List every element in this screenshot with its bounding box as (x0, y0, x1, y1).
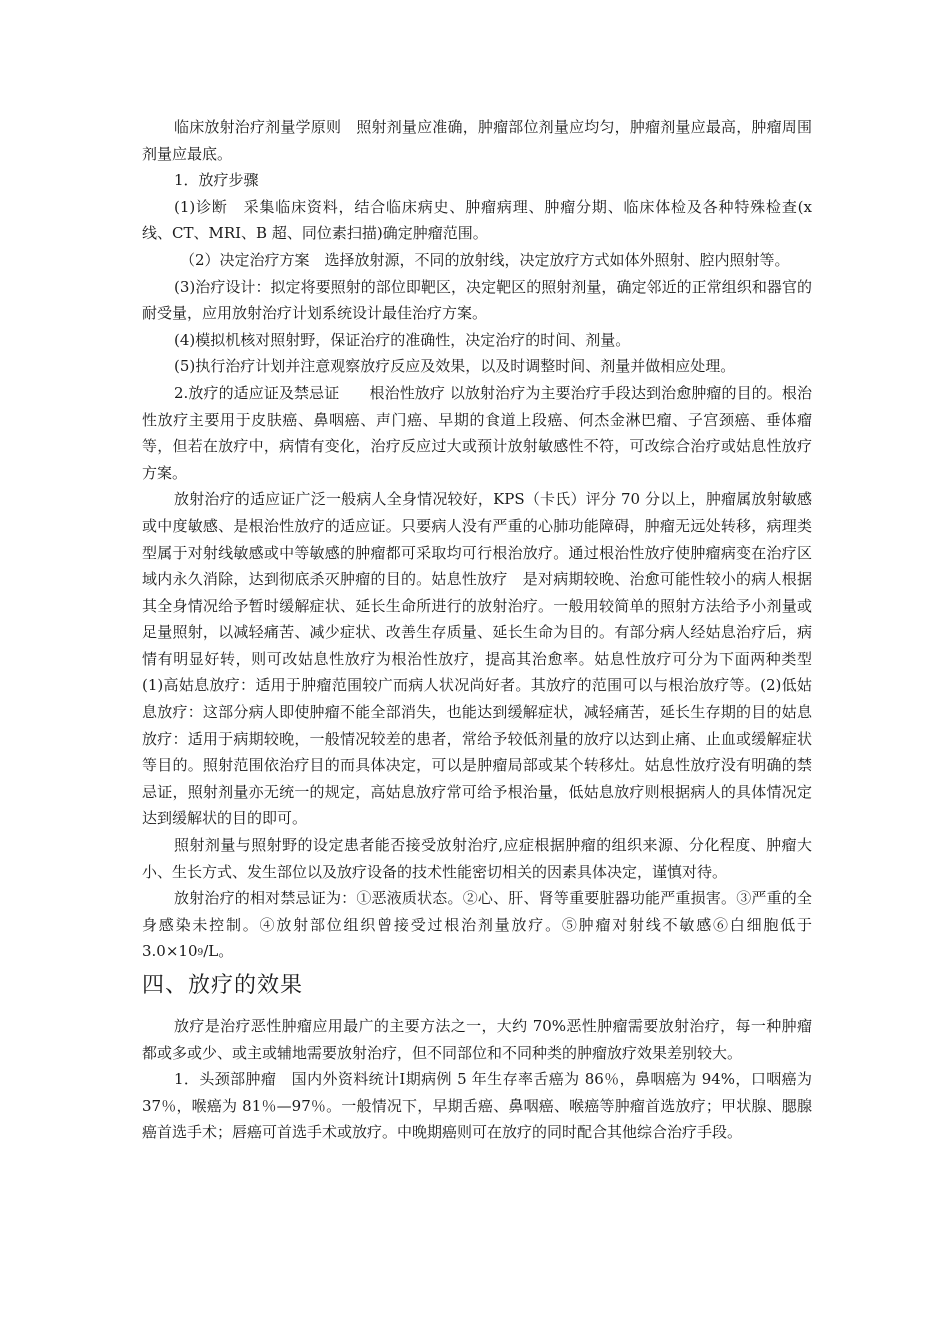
paragraph-contraindications (142, 885, 817, 967)
paragraph-step-simulation: (4)模拟机核对照射野，保证治疗的准确性，决定治疗的时间、剂量。 (174, 330, 631, 349)
paragraph-step-execution: (5)执行治疗计划并注意观察放疗反应及效果，以及时调整时间、剂量并做相应处理。 (174, 357, 736, 376)
section-heading-effects: 四、放疗的效果 (142, 973, 304, 998)
document-page (142, 114, 817, 1146)
paragraph-step-diagnosis: (1)诊断 采集临床资料，结合临床病史、肿瘤病理、肿瘤分期、临床体检及各种特殊检查(x 线、CT、MRI、B 超、同位素扫描)确定肿瘤范围。 (142, 197, 817, 243)
paragraph-steps-title: 1．放疗步骤 (174, 171, 259, 190)
paragraph-dosimetry-principle: 临床放射治疗剂量学原则 照射剂量应准确，肿瘤部位剂量应均匀，肿瘤剂量应最高，肿瘤周围剂量应最底。 (142, 118, 812, 163)
paragraph-step-plan: （2）决定治疗方案 选择放射源，不同的放射线，决定放疗方式如体外照射、腔内照射等。 (180, 250, 790, 269)
paragraph-step-design: (3)治疗设计：拟定将要照射的部位即靶区，决定靶区的照射剂量，确定邻近的正常组织和器官的耐受量，应用放射治疗计划系统设计最佳治疗方案。 (142, 277, 812, 323)
paragraph-head-neck-tumors: 1．头颈部肿瘤 国内外资料统计Ⅰ期病例 5 年生存率舌癌为 86％，鼻咽癌为 94%，口咽癌为 37％，喉癌为 81％—97％。一般情况下，早期舌癌、鼻咽癌、喉癌等肿瘤首选放疗；甲状腺、腮腺癌首选手术；唇癌可首选手术或放疗。中晚期癌则可在放疗的同时配合其他综合治疗手段。 (142, 1070, 817, 1142)
paragraph-dose-field: 照射剂量与照射野的设定患者能否接受放射治疗,应症根据肿瘤的组织来源、分化程度、肿瘤大小、生长方式、发生部位以及放疗设备的技术性能密切相关的因素具体决定，谨慎对待。 (142, 836, 812, 881)
contraindications-exponent: 9 (197, 948, 204, 959)
paragraph-indications-radical: 2.放疗的适应证及禁忌证 根治性放疗 以放射治疗为主要治疗手段达到治愈肿瘤的目的。根治性放疗主要用于皮肤癌、鼻咽癌、声门癌、早期的食道上段癌、何杰金淋巴瘤、子宫颈癌、垂体瘤等，但若在放疗中，病情有变化，治疗反应过大或预计放射敏感性不符，可改综合治疗或姑息性放疗方案。 (142, 383, 812, 482)
paragraph-effects-intro: 放疗是治疗恶性肿瘤应用最广的主要方法之一，大约 70%恶性肿瘤需要放射治疗，每一种肿瘤都或多或少、或主或辅地需要放射治疗，但不同部位和不同种类的肿瘤放疗效果差别较大。 (142, 1017, 812, 1062)
paragraph-indications-palliative: 放射治疗的适应证广泛一般病人全身情况较好，KPS（卡氏）评分 70 分以上，肿瘤属放射敏感或中度敏感、是根治性放疗的适应证。只要病人没有严重的心肺功能障碍，肿瘤无远处转移，病理类型属于对射线敏感或中等敏感的肿瘤都可采取均可行根治放疗。通过根治性放疗使肿瘤病变在治疗区域内永久消除，达到彻底杀灭肿瘤的目的。姑息性放疗 是对病期较晚、治愈可能性较小的病人根据其全身情况给予暂时缓解症状、延长生命所进行的放射治疗。一般用较简单的照射方法给予小剂量或足量照射，以减轻痛苦、减少症状、改善生存质量、延长生命为目的。有部分病人经姑息治疗后，病情有明显好转，则可改姑息性放疗为根治性放疗，提高其治愈率。姑息性放疗可分为下面两种类型 (1)高姑息放疗：适用于肿瘤范围较广而病人状况尚好者。其放疗的范围可以与根治放疗等。(2)低姑息放疗：这部分病人即使肿瘤不能全部消失，也能达到缓解症状，减轻痛苦，延长生存期的目的姑息放疗：适用于病期较晚，一般情况较差的患者，常给予较低剂量的放疗以达到止痛、止血或缓解症状等目的。照射范围依治疗目的而具体决定，可以是肿瘤局部或某个转移灶。姑息性放疗没有明确的禁忌证，照射剂量亦无统一的规定，高姑息放疗常可给予根治量，低姑息放疗则根据病人的具体情况定达到缓解状的目的即可。 (142, 490, 817, 828)
contraindications-unit: /L。 (203, 942, 234, 961)
contraindications-text: 放射治疗的相对禁忌证为：①恶液质状态。②心、肝、肾等重要脏器功能严重损害。③严重的全身感染未控制。④放射部位组织曾接受过根治剂量放疗。⑤肿瘤对射线不敏感⑥白细胞低于 3.0×10 (142, 889, 817, 961)
